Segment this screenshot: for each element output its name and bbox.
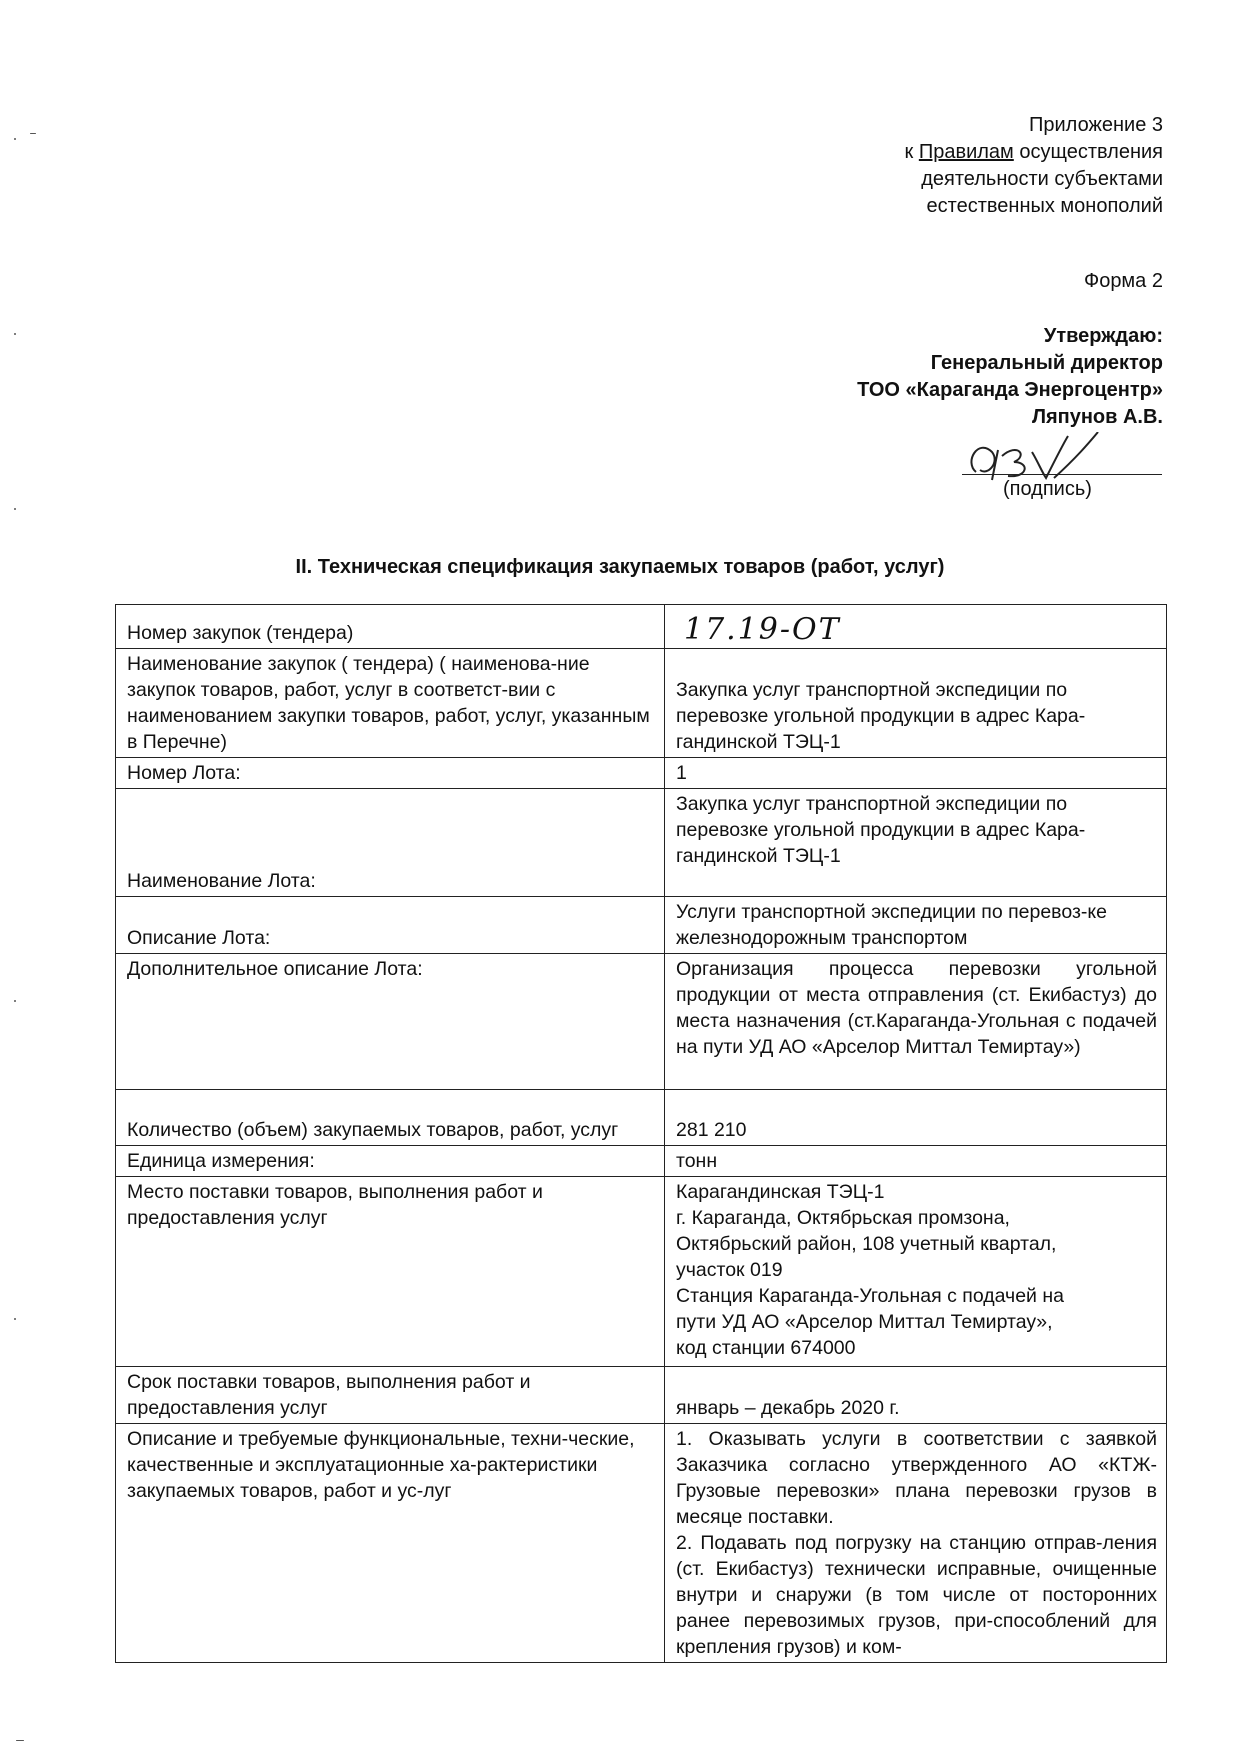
label-cell: Количество (объем) закупаемых товаров, работ, услуг [116,1090,665,1146]
table-row [116,605,1167,649]
appendix-line: деятельности субъектами [921,168,1163,190]
table-row [116,954,1167,1090]
value-line: код станции 674000 [676,1337,856,1359]
approval-block [857,323,1163,431]
value-cell: Организация процесса перевозки угольной продукции от места отправления (ст. Екибастуз) до места назначения (ст.Караганда-Угольная с подачей на пути УД АО «Арселор Миттал Темиртау») [665,954,1167,1090]
scan-speck [14,1000,16,1002]
label-cell: Описание и требуемые функциональные, техни-ческие, качественные и эксплуатационные ха-рактеристики закупаемых товаров, работ и ус-луг [116,1424,665,1663]
scan-speck [16,1740,24,1741]
appendix-line: Приложение 3 [1029,114,1163,136]
form-number: Форма 2 [1083,270,1163,292]
approval-line: Утверждаю: [1043,325,1163,347]
value-line: пути УД АО «Арселор Миттал Темиртау», [676,1311,1053,1333]
approval-line: Ляпунов А.В. [1031,406,1163,428]
table-row [116,789,1167,897]
table-row [116,1367,1167,1424]
value-cell [665,1424,1167,1663]
table-row [116,1424,1167,1663]
scan-speck [30,133,36,134]
label-cell: Наименование закупок ( тендера) ( наименова-ние закупок товаров, работ, услуг в соответст-вии с наименованием закупки товаров, работ, услуг, указанным в Перечне) [116,649,665,758]
approval-line: Генеральный директор [930,352,1163,374]
label-cell: Место поставки товаров, выполнения работ и предоставления услуг [116,1177,665,1367]
approval-line: ТОО «Караганда Энергоцентр» [857,379,1163,401]
scan-speck [14,138,16,140]
label-cell: Описание Лота: [116,897,665,954]
value-line: участок 019 [676,1259,783,1281]
table-row [116,1146,1167,1177]
label-cell: Наименование Лота: [116,789,665,897]
value-paragraph: 2. Подавать под погрузку на станцию отправ-ления (ст. Екибастуз) технически исправные, очищенные внутри и снаружи (в том числе от посторонних ранее перевозимых грузов, при-способлений для крепления грузов) и ком- [676,1532,1157,1658]
handwritten-number: 17.19-ОТ [684,612,841,647]
value-cell: Закупка услуг транспортной экспедиции по перевозке угольной продукции в адрес Кара-гандинской ТЭЦ-1 [665,789,1167,897]
table-row [116,1177,1167,1367]
value-line: Станция Караганда-Угольная с подачей на [676,1285,1064,1307]
table-row [116,758,1167,789]
label-cell: Единица измерения: [116,1146,665,1177]
scan-speck [14,1318,16,1320]
document-title: II. Техническая спецификация закупаемых товаров (работ, услуг) [295,556,945,578]
scan-speck [14,508,16,510]
scan-speck [14,333,16,335]
label-cell: Номер закупок (тендера) [116,605,665,649]
value-cell [665,605,1167,649]
label-cell: Номер Лота: [116,758,665,789]
label-cell: Срок поставки товаров, выполнения работ и предоставления услуг [116,1367,665,1424]
rules-link[interactable]: Правилам [918,141,1014,163]
value-cell [665,1177,1167,1367]
signature-caption: (подпись) [1003,478,1092,500]
label-cell: Дополнительное описание Лота: [116,954,665,1090]
appendix-line: естественных монополий [926,195,1163,217]
value-cell: 281 210 [665,1090,1167,1146]
value-cell: Закупка услуг транспортной экспедиции по перевозке угольной продукции в адрес Кара-гандинской ТЭЦ-1 [665,649,1167,758]
value-line: Октябрьский район, 108 учетный квартал, [676,1233,1057,1255]
value-cell: Услуги транспортной экспедиции по перевоз-ке железнодорожным транспортом [665,897,1167,954]
table-row [116,649,1167,758]
appendix-line: к Правилам осуществления [904,141,1163,163]
specification-table [115,604,1167,1663]
table-row [116,1090,1167,1146]
value-paragraph: 1. Оказывать услуги в соответствии с заявкой Заказчика согласно утвержденного АО «КТЖ-Грузовые перевозки» плана перевозки грузов в месяце поставки. [676,1428,1157,1528]
appendix-header [905,112,1163,220]
table-row [116,897,1167,954]
value-cell: январь – декабрь 2020 г. [665,1367,1167,1424]
value-cell: 1 [665,758,1167,789]
value-cell: тонн [665,1146,1167,1177]
value-line: Карагандинская ТЭЦ-1 [676,1181,885,1203]
signature-line [962,474,1162,475]
value-line: г. Караганда, Октябрьская промзона, [676,1207,1010,1229]
